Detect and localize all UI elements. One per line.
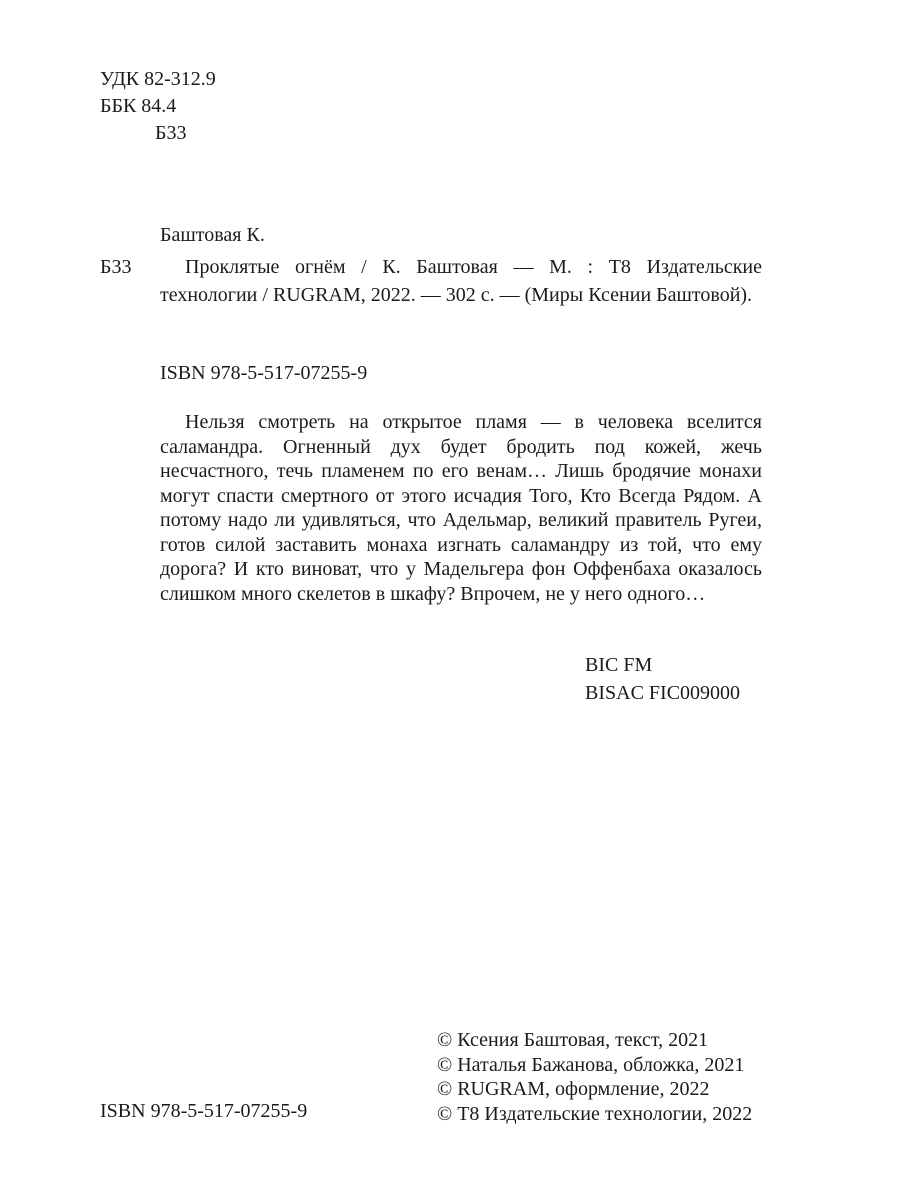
udk-line: УДК 82-312.9 — [100, 68, 216, 90]
footer-isbn: ISBN 978-5-517-07255-9 — [100, 1100, 308, 1122]
record-code: Б33 — [100, 256, 132, 278]
classification-block — [100, 66, 216, 147]
annotation-paragraph: Нельзя смотреть на открытое пламя — в человека вселится саламандра. Огненный дух будет бродить под кожей, жечь несчастного, течь пламенем по его венам… Лишь бродячие монахи могут спасти смертного от этого исчадия Того, Кто Всегда Рядом. А потому надо ли удивляться, что Адельмар, великий правитель Ругеи, готов силой заставить монаха изгнать саламандру из той, что ему дорога? И кто виноват, что у Мадельгера фон Оффенбаха оказалось слишком много скелетов в шкафу? Впрочем, не у него одного… — [160, 411, 762, 605]
copyright-line-text: © Ксения Баштовая, текст, 2021 — [437, 1029, 709, 1051]
copyright-line-publisher: © Т8 Издательские технологии, 2022 — [437, 1102, 753, 1125]
bibliographic-record — [100, 253, 762, 309]
copyright-line-cover: © Наталья Бажанова, обложка, 2021 — [437, 1053, 745, 1076]
bbk-line: ББК 84.4 — [100, 95, 177, 117]
record-text: Проклятые огнём / К. Баштовая — М. : Т8 Издательские технологии / RUGRAM, 2022. — 302 с. — (Миры Ксении Баштовой). — [160, 256, 762, 306]
bisac-code: BISAC FIC009000 — [585, 682, 741, 704]
bic-code: BIC FM — [585, 654, 653, 676]
record-author: Баштовая К. — [160, 224, 265, 246]
copyright-block — [437, 1028, 752, 1126]
author-sign-code: Б33 — [155, 122, 187, 144]
copyright-line-design: © RUGRAM, оформление, 2022 — [437, 1078, 710, 1100]
isbn-line: ISBN 978-5-517-07255-9 — [160, 362, 368, 384]
subject-codes-block — [585, 651, 740, 707]
